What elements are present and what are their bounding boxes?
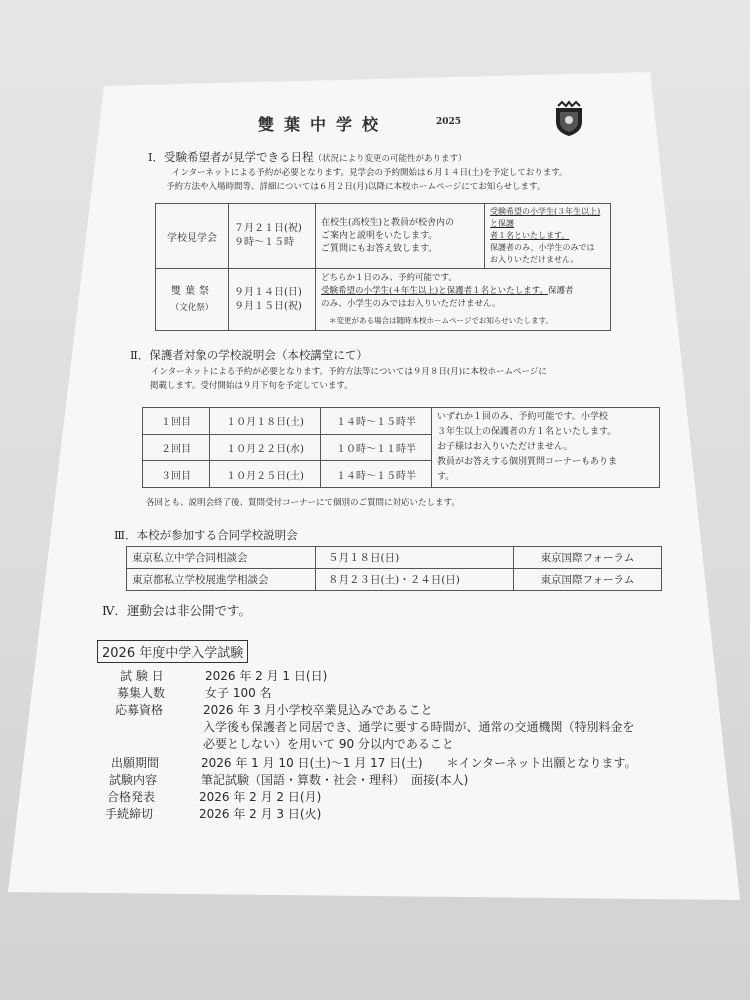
document-year: 2025 (436, 117, 462, 127)
school-crest-icon (550, 100, 588, 138)
section1-intro-2: 予約方法や入場時間等、詳細については６月２日(月)以降に本校ホームページにてお知らせします。 (166, 182, 546, 192)
event-name: 雙葉祭 （文化祭） (156, 269, 229, 331)
application-period-value: 2026 年 1 月 10 日(土)～1 月 17 日(土) ＊インターネット出願となります。 (201, 756, 637, 770)
exam-content-value: 筆記試験（国語・算数・社会・理科） 面接(本人) (201, 773, 469, 787)
eligibility-value-1: 2026 年 3 月小学校卒業見込みであること (203, 703, 433, 717)
event-description: 在校生(高校生)と教員が校舎内の ご案内と説明をいたします。 ご質問にもお答え致します。 (316, 204, 485, 269)
procedure-deadline-value: 2026 年 2 月 3 日(火) (199, 807, 322, 821)
section1-heading: Ⅰ．受験希望者が見学できる日程（状況により変更の可能性があります） (148, 150, 467, 164)
event-dates: ９月１４日(日) ９月１５日(祝) (229, 269, 316, 331)
section2-intro-1: インターネットによる予約が必要となります。予約方法等については９月８日(月)に本校ホームページに (151, 367, 547, 377)
session-number: ３回目 (143, 461, 210, 488)
session-date: １０月２２日(水) (210, 434, 321, 461)
eligibility-label: 応募資格 (115, 703, 164, 717)
capacity-label: 募集人数 (117, 686, 166, 700)
joint-fair-table (126, 546, 662, 591)
eligibility-value-3: 必要としない）を用いて 90 分以内であること (203, 737, 454, 751)
exam-content-label: 試験内容 (109, 773, 158, 787)
entrance-exam-title: 2026 年度中学入学試験 (97, 640, 248, 663)
fair-name: 東京都私立学校展進学相談会 (127, 569, 316, 591)
exam-date-value: 2026 年 2 月 1 日(日) (205, 669, 328, 683)
procedure-deadline-label: 手続締切 (105, 807, 154, 821)
section3-heading: Ⅲ．本校が参加する合同学校説明会 (114, 528, 298, 542)
session-date: １０月１８日(土) (210, 408, 321, 435)
table-row (127, 547, 662, 569)
result-announcement-value: 2026 年 2 月 2 日(月) (199, 790, 322, 804)
fair-name: 東京私立中学合同相談会 (127, 547, 316, 569)
briefing-table (142, 407, 660, 488)
section2-heading: Ⅱ．保護者対象の学校説明会（本校講堂にて） (130, 348, 368, 362)
application-period-label: 出願期間 (111, 756, 160, 770)
capacity-value: 女子 100 名 (205, 686, 272, 700)
fair-venue: 東京国際フォーラム (514, 569, 662, 591)
section1-intro-1: インターネットによる予約が必要となります。見学会の予約開始は６月１４日(土)を予定しております。 (172, 168, 568, 178)
event-description: どちらか１日のみ、予約可能です。 受験希望の小学生(４年生以上)と保護者１名といたします。保護者 のみ、小学生のみではお入りいただけません。 ＊変更がある場合は随時本校ホームページでお知らせいたします。 (316, 269, 611, 331)
table-row (156, 204, 611, 269)
eligibility-value-2: 入学後も保護者と同居でき、通学に要する時間が、通常の交通機関（特別料金を (203, 720, 635, 734)
section4-heading: Ⅳ．運動会は非公開です。 (102, 603, 251, 618)
school-title: 雙葉中学校 (258, 115, 389, 134)
fair-date: ８月２３日(土)・２４日(日) (316, 569, 514, 591)
event-dates: ７月２１日(祝) ９時～１５時 (229, 204, 316, 269)
session-date: １０月２５日(土) (210, 461, 321, 488)
session-number: １回目 (143, 408, 210, 435)
result-announcement-label: 合格発表 (107, 790, 156, 804)
section2-intro-2: 掲載します。受付開始は９月下旬を予定しています。 (150, 381, 353, 391)
event-name: 学校見学会 (156, 204, 229, 269)
table-row (156, 269, 611, 331)
table-row (143, 408, 660, 435)
school-visit-table (155, 203, 611, 331)
fair-venue: 東京国際フォーラム (514, 547, 662, 569)
table-row (127, 569, 662, 591)
section2-footer: 各回とも、説明会終了後、質問受付コーナーにて個別のご質問に対応いたします。 (146, 498, 460, 508)
session-remarks: いずれか１回のみ、予約可能です。小学校 ３年生以上の保護者の方１名といたします。 お子様はお入りいただけません。 教員がお答えする個別質問コーナーもありま す。 (432, 408, 660, 488)
session-time: １０時～１１時半 (321, 434, 432, 461)
fair-date: ５月１８日(日) (316, 547, 514, 569)
session-time: １４時～１５時半 (321, 461, 432, 488)
session-number: ２回目 (143, 434, 210, 461)
event-conditions: 受験希望の小学生(３年生以上)と保護 者１名といたします。 保護者のみ、小学生のみでは お入りいただけません。 (485, 204, 611, 269)
exam-date-label: 試 験 日 (120, 669, 164, 683)
session-time: １４時～１５時半 (321, 408, 432, 435)
change-note: ＊変更がある場合は随時本校ホームページでお知らせいたします。 (329, 316, 554, 325)
